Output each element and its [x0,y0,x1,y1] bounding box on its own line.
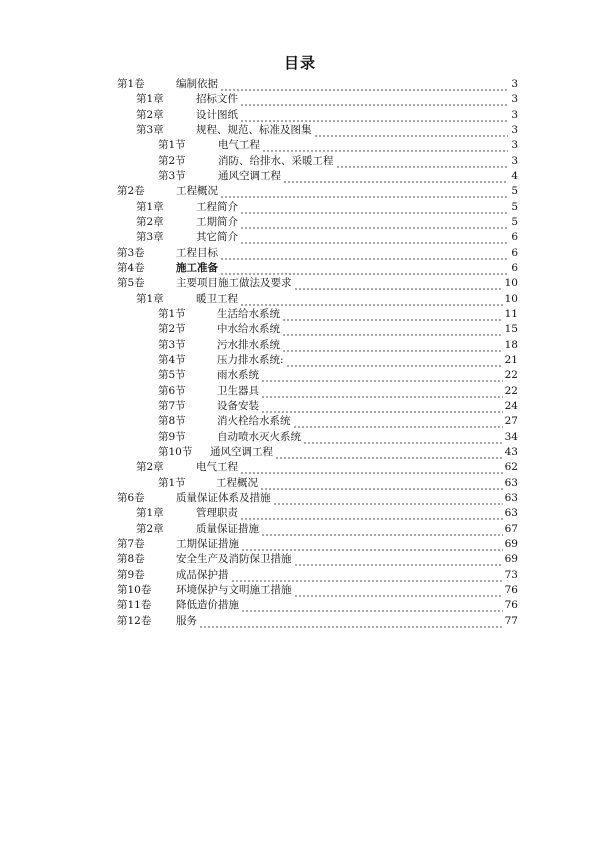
toc-entry [117,583,518,598]
toc-entry-page: 63 [504,507,518,520]
toc-entry-number: 第2节 [158,154,186,167]
toc-leader-dots [240,460,503,475]
toc-entry-label: 卫生器具 [217,384,259,397]
toc-entry-page: 6 [511,231,518,244]
toc-entry-label: 消防、给排水、采暖工程 [218,154,334,167]
toc-leader-dots [199,614,503,629]
toc-entry [158,399,518,414]
toc-leader-dots [240,215,508,230]
toc-entry-number: 第1节 [158,139,186,152]
toc-entry-number: 第8节 [158,415,186,428]
toc-entry-number: 第3章 [136,123,164,136]
toc-leader-dots [240,292,503,307]
toc-entry [158,445,518,460]
toc-entry [117,184,518,199]
toc-entry-page: 63 [504,476,518,489]
toc-entry-page: 24 [504,399,518,412]
toc-entry-page: 67 [504,522,518,535]
toc-entry [117,568,518,583]
toc-entry-number: 第1章 [136,200,164,213]
toc-entry-label: 招标文件 [196,93,238,106]
toc-leader-dots [240,200,508,215]
toc-entry-label: 环境保护与文明施工措施 [176,583,292,596]
toc-entry-label: 污水排水系统 [217,338,280,351]
toc-entry-page: 3 [511,108,518,121]
toc-leader-dots [220,184,508,199]
toc-entry-page: 5 [511,215,518,228]
toc-entry-page: 22 [504,384,518,397]
toc-entry-page: 27 [504,415,518,428]
toc-entry-page: 18 [504,338,518,351]
toc-entry-label: 质量保证体系及措施 [176,491,271,504]
toc-entry-number: 第2章 [136,522,164,535]
toc-leader-dots [273,491,503,506]
toc-entry-number: 第10卷 [117,583,152,596]
toc-entry-number: 第12卷 [117,614,152,627]
toc-entry-label: 自动喷水灭火系统 [217,430,301,443]
toc-entry-page: 5 [511,185,518,198]
toc-entry [136,292,518,307]
toc-entry [136,200,518,215]
toc-entry [136,123,518,138]
toc-leader-dots [261,522,503,537]
toc-entry [136,215,518,230]
toc-entry [117,537,518,552]
toc-entry-page: 10 [504,277,518,290]
toc-entry-number: 第7卷 [117,537,145,550]
toc-entry-label: 工程简介 [196,200,238,213]
toc-entry-page: 69 [504,537,518,550]
toc-entry-number: 第4卷 [117,261,145,274]
toc-entry-page: 11 [504,307,518,320]
toc-entry-number: 第1节 [158,476,186,489]
toc-entry-page: 77 [504,614,518,627]
toc-entry-page: 6 [511,261,518,274]
toc-entry [158,430,518,445]
toc-leader-dots [231,568,503,583]
toc-entry-label: 施工准备 [176,261,218,274]
toc-leader-dots [261,368,503,383]
toc-entry-page: 73 [504,568,518,581]
toc-entry [136,92,518,107]
toc-leader-dots [283,169,508,184]
toc-leader-dots [220,246,508,261]
toc-entry-label: 质量保证措施 [196,522,259,535]
toc-leader-dots [286,353,503,368]
toc-entry-page: 3 [511,93,518,106]
toc-entry-label: 管理职责 [196,507,238,520]
toc-entry [117,552,518,567]
toc-entry-page: 76 [504,599,518,612]
toc-entry [158,338,518,353]
toc-leader-dots [261,399,503,414]
toc-entry [117,261,518,276]
toc-entry-number: 第11卷 [117,599,152,612]
toc-entry-number: 第6卷 [117,491,145,504]
toc-entry-number: 第1节 [158,307,186,320]
toc-entry [136,108,518,123]
toc-entry-label: 工程概况 [216,476,258,489]
toc-entry [158,368,518,383]
toc-entry [158,169,518,184]
toc-entry-label: 安全生产及消防保卫措施 [176,553,292,566]
toc-entry-label: 编制依据 [176,78,218,90]
toc-leader-dots [260,476,503,491]
toc-entry [158,414,518,429]
toc-title: 目录 [283,54,316,72]
toc-leader-dots [240,506,503,521]
toc-entry [117,77,518,92]
toc-entry-label: 成品保护措 [176,568,229,581]
toc-leader-dots [261,384,503,399]
toc-entry-label: 生活给水系统 [217,307,280,320]
toc-entry-number: 第1章 [136,507,164,520]
toc-entry-page: 3 [511,123,518,136]
toc-entry-number: 第2章 [136,108,164,121]
toc-entry-label: 主要项目施工做法及要求 [176,277,292,290]
toc-entry-number: 第9节 [158,430,186,443]
toc-leader-dots [240,92,508,107]
toc-entry [117,598,518,613]
toc-leader-dots [262,138,508,153]
toc-entry-number: 第3节 [158,338,186,351]
toc-entry-page: 21 [504,353,518,366]
toc-entry-label: 工程概况 [176,185,218,198]
toc-leader-dots [336,154,509,169]
toc-entry-label: 通风空调工程 [218,169,281,182]
toc-leader-dots [303,430,503,445]
toc-entry-page: 62 [504,461,518,474]
toc-leader-dots [282,307,503,322]
toc-leader-dots [294,276,503,291]
toc-entry-number: 第5卷 [117,277,145,290]
toc-entry [158,307,518,322]
toc-entry-number: 第7节 [158,399,186,412]
toc-entry-page: 76 [504,583,518,596]
toc-entry-number: 第3卷 [117,246,145,259]
toc-entry-label: 工期保证措施 [176,537,239,550]
toc-entry-number: 第2卷 [117,185,145,198]
toc-entry [136,506,518,521]
toc-entry-label: 规程、规范、标准及图集 [196,123,312,136]
toc-entry [117,491,518,506]
toc-entry-number: 第4节 [158,353,186,366]
toc-entry-number: 第6节 [158,384,186,397]
toc-entry-page: 43 [504,445,518,458]
toc-entry-label: 通风空调工程 [210,445,273,458]
toc-leader-dots [240,230,508,245]
toc-entry-page: 10 [504,292,518,305]
toc-entry-number: 第1章 [136,93,164,106]
toc-entry-label: 消火栓给水系统 [217,415,291,428]
toc-entry-label: 暖卫工程 [196,292,238,305]
toc-entry [158,384,518,399]
toc-entry-page: 63 [504,491,518,504]
toc-entry-label: 电气工程 [218,139,260,152]
toc-entry-page: 5 [511,200,518,213]
toc-leader-dots [241,537,503,552]
toc-entry-number: 第8卷 [117,553,145,566]
toc-leader-dots [275,445,503,460]
toc-leader-dots [282,322,503,337]
toc-entry-number: 第2章 [136,461,164,474]
toc-entry-page: 3 [511,139,518,152]
toc-leader-dots [294,583,503,598]
toc-entry-page: 15 [504,323,518,336]
toc-leader-dots [314,123,509,138]
toc-entry-page: 3 [511,78,518,90]
toc-entry [158,476,518,491]
toc-entry-label: 电气工程 [196,461,238,474]
toc-entry-label: 设备安装 [217,399,259,412]
toc-entry-label: 设计图纸 [196,108,238,121]
toc-entry-page: 34 [504,430,518,443]
toc-entry [117,614,518,629]
toc-leader-dots [220,77,508,92]
toc-entry-number: 第3节 [158,169,186,182]
toc-entry [136,230,518,245]
toc-entry-number: 第3章 [136,231,164,244]
toc-entry-page: 4 [511,169,518,182]
toc-entry-label: 其它简介 [196,231,238,244]
toc-entry [136,460,518,475]
toc-entry-label: 降低造价措施 [176,599,239,612]
toc-leader-dots [240,108,508,123]
toc-entry [158,154,518,169]
toc-entry-page: 3 [511,154,518,167]
toc-entry [158,353,518,368]
toc-leader-dots [294,552,503,567]
toc-entry-number: 第1章 [136,292,164,305]
toc-entry-page: 6 [511,246,518,259]
toc-entry [136,522,518,537]
toc-entry-number: 第2节 [158,323,186,336]
toc-entry-label: 工程目标 [176,246,218,259]
toc-entry-label: 雨水系统 [217,369,259,382]
toc-entry-number: 第2章 [136,215,164,228]
toc-entry-number: 第9卷 [117,568,145,581]
toc-entry [158,322,518,337]
toc-leader-dots [220,261,508,276]
toc-entry-label: 工期简介 [196,215,238,228]
toc-entry [117,246,518,261]
toc-entry-label: 服务 [176,614,197,627]
toc-leader-dots [282,338,503,353]
toc-entry-page: 22 [504,369,518,382]
toc-entry-number: 第10节 [158,445,193,458]
toc-entry-label: 中水给水系统 [217,323,280,336]
toc-entry-number: 第5节 [158,369,186,382]
toc-entry [117,276,518,291]
toc-leader-dots [241,598,503,613]
toc-entry-page: 69 [504,553,518,566]
toc-entry-label: 压力排水系统: [217,353,284,366]
toc-entry [158,138,518,153]
toc-leader-dots [293,414,503,429]
toc-entry-number: 第1卷 [117,78,145,90]
